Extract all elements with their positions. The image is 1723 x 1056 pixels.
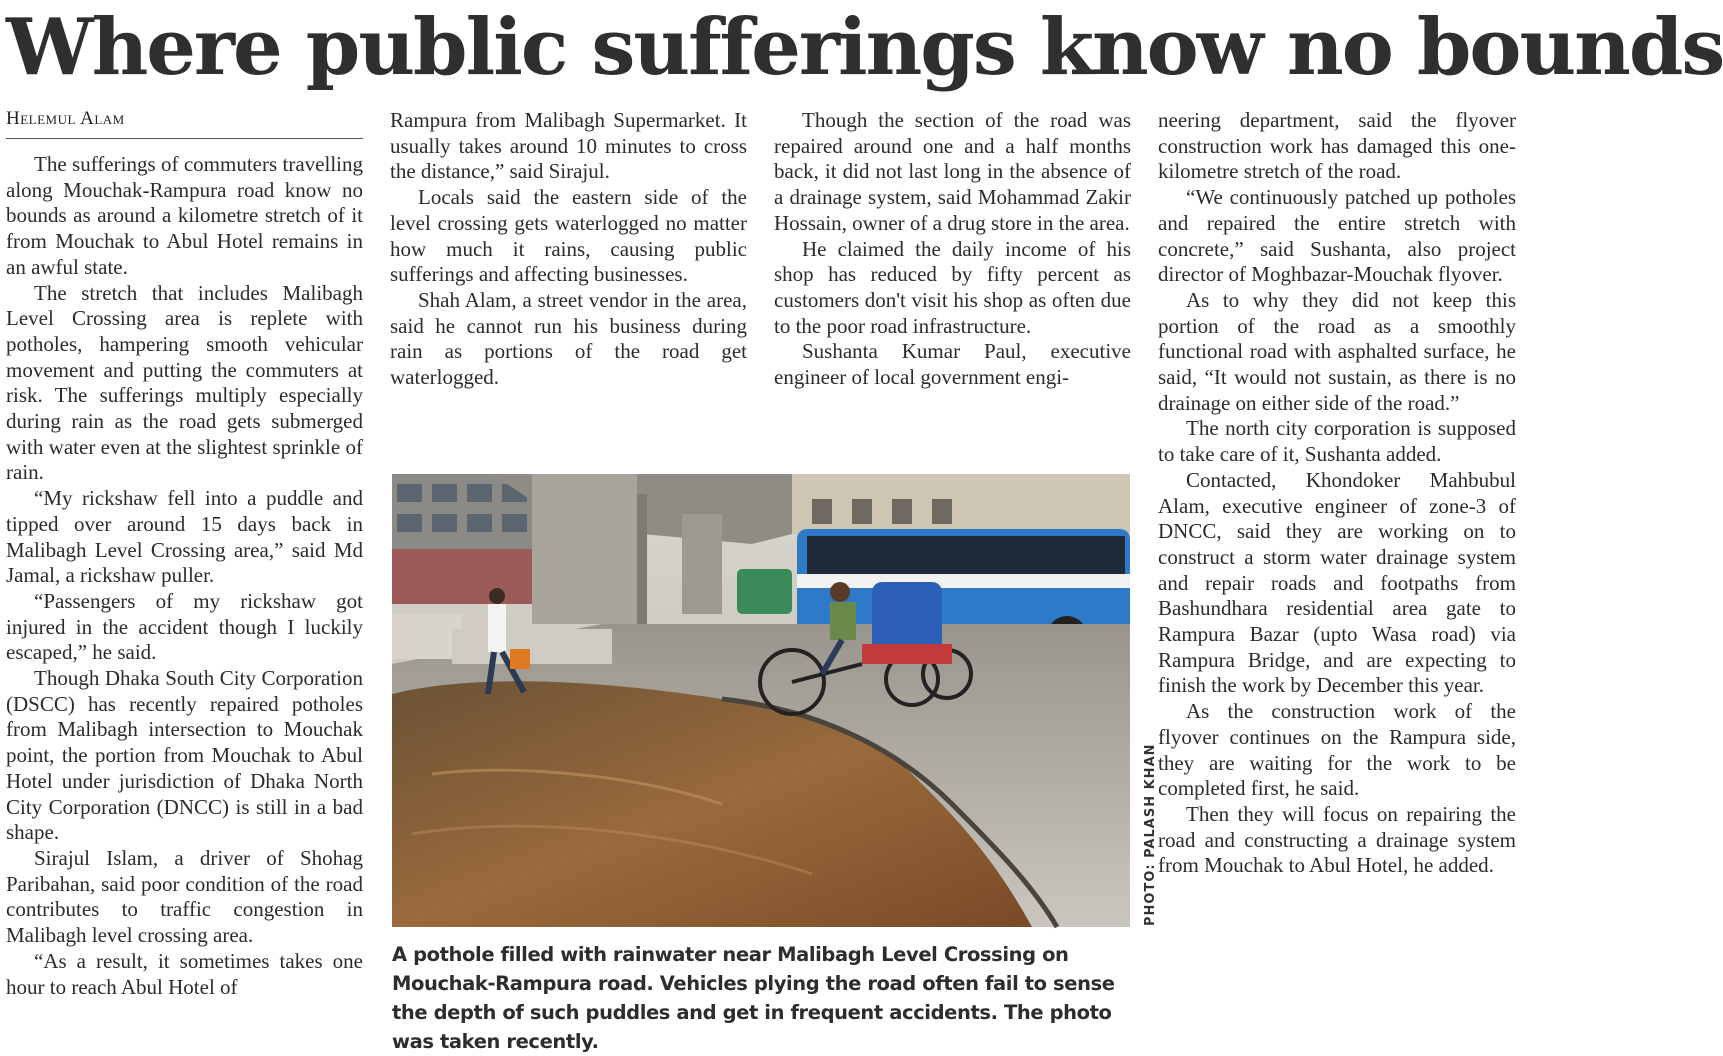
photo-credit-text: PHOTO: PALASH KHAN: [1143, 743, 1158, 926]
paragraph: Shah Alam, a street vendor in the area, said he cannot run his business during rain as portions of the road get waterlogged.: [390, 287, 747, 390]
paragraph: “As a result, it sometimes takes one hour to reach Abul Hotel of: [6, 948, 363, 999]
paragraph: Rampura from Malibagh Supermarket. It usually takes around 10 minutes to cross the distance,” said Sirajul.: [390, 108, 747, 184]
paragraph: The sufferings of commuters travelling along Mouchak-Rampura road know no bounds as around a kilometre stretch of it from Mouchak to Abul Hotel remains in an awful state.: [6, 152, 363, 279]
paragraph: As to why they did not keep this portion of the road as a smoothly functional road with asphalted surface, he said, “It would not sustain, as there is no drainage on either side of the road.”: [1158, 287, 1516, 415]
article-column-4: [1158, 108, 1516, 879]
paragraph: Though the section of the road was repaired around one and a half months back, it did not last long in the absence of a drainage system, said Mohammad Zakir Hossain, owner of a drug store in the area.: [774, 108, 1131, 235]
headline: Where public sufferings know no bounds: [6, 2, 1723, 93]
news-photo: [392, 474, 1130, 927]
paragraph: “My rickshaw fell into a puddle and tipped over around 15 days back in Malibagh Level Crossing area,” said Md Jamal, a rickshaw puller.: [6, 486, 363, 588]
paragraph: The north city corporation is supposed to take care of it, Sushanta added.: [1158, 416, 1516, 467]
paragraph: Sirajul Islam, a driver of Shohag Paribahan, said poor condition of the road contributes to traffic congestion in Malibagh level crossing area.: [6, 845, 363, 948]
byline: Helemul Alam: [6, 108, 363, 139]
paragraph: He claimed the daily income of his shop has reduced by fifty percent as customers don't visit his shop as often due to the poor road infrastructure.: [774, 236, 1131, 338]
paragraph: Though Dhaka South City Corporation (DSCC) has recently repaired potholes from Malibagh intersection to Mouchak point, the portion from Mouchak to Abul Hotel under jurisdiction of Dhaka North City Corporation (DNCC) is still in a bad shape.: [6, 666, 363, 845]
paragraph: “We continuously patched up potholes and repaired the entire stretch with concrete,” said Sushanta, also project director of Moghbazar-Mouchak flyover.: [1158, 185, 1516, 287]
street-scene-illustration: [392, 474, 1130, 927]
paragraph: Sushanta Kumar Paul, executive engineer of local government engi-: [774, 339, 1131, 390]
article-column-3: [774, 108, 1131, 391]
paragraph: neering department, said the flyover construction work has damaged this one-kilometre stretch of the road.: [1158, 108, 1516, 184]
article-column-1: [6, 152, 363, 1000]
paragraph: Contacted, Khondoker Mahbubul Alam, executive engineer of zone-3 of DNCC, said they are working on to construct a storm water drainage system and repair roads and footpaths from Bashundhara residential area gate to Rampura Bazar (upto Wasa road) via Rampura Bridge, and are expecting to finish the work by December this year.: [1158, 467, 1516, 698]
article-column-2: [390, 108, 747, 391]
paragraph: As the construction work of the flyover continues on the Rampura side, they are waiting for the work to be completed first, he said.: [1158, 699, 1516, 801]
paragraph: The stretch that includes Malibagh Level Crossing area is replete with potholes, hampering smooth vehicular movement and putting the commuters at risk. The sufferings multiply especially during rain as the road gets submerged with water even at the slightest sprinkle of rain.: [6, 280, 363, 485]
paragraph: Locals said the eastern side of the level crossing gets waterlogged no matter how much it rains, causing public sufferings and affecting businesses.: [390, 185, 747, 287]
paragraph: Then they will focus on repairing the road and constructing a drainage system from Mouchak to Abul Hotel, he added.: [1158, 801, 1516, 878]
photo-caption: A pothole filled with rainwater near Malibagh Level Crossing on Mouchak-Rampura road. Vehicles plying the road often fail to sense the depth of such puddles and get in frequent accidents. The photo was taken recently.: [392, 943, 1115, 1053]
photo-credit: [1131, 474, 1158, 927]
paragraph: “Passengers of my rickshaw got injured in the accident though I luckily escaped,” he said.: [6, 588, 363, 665]
